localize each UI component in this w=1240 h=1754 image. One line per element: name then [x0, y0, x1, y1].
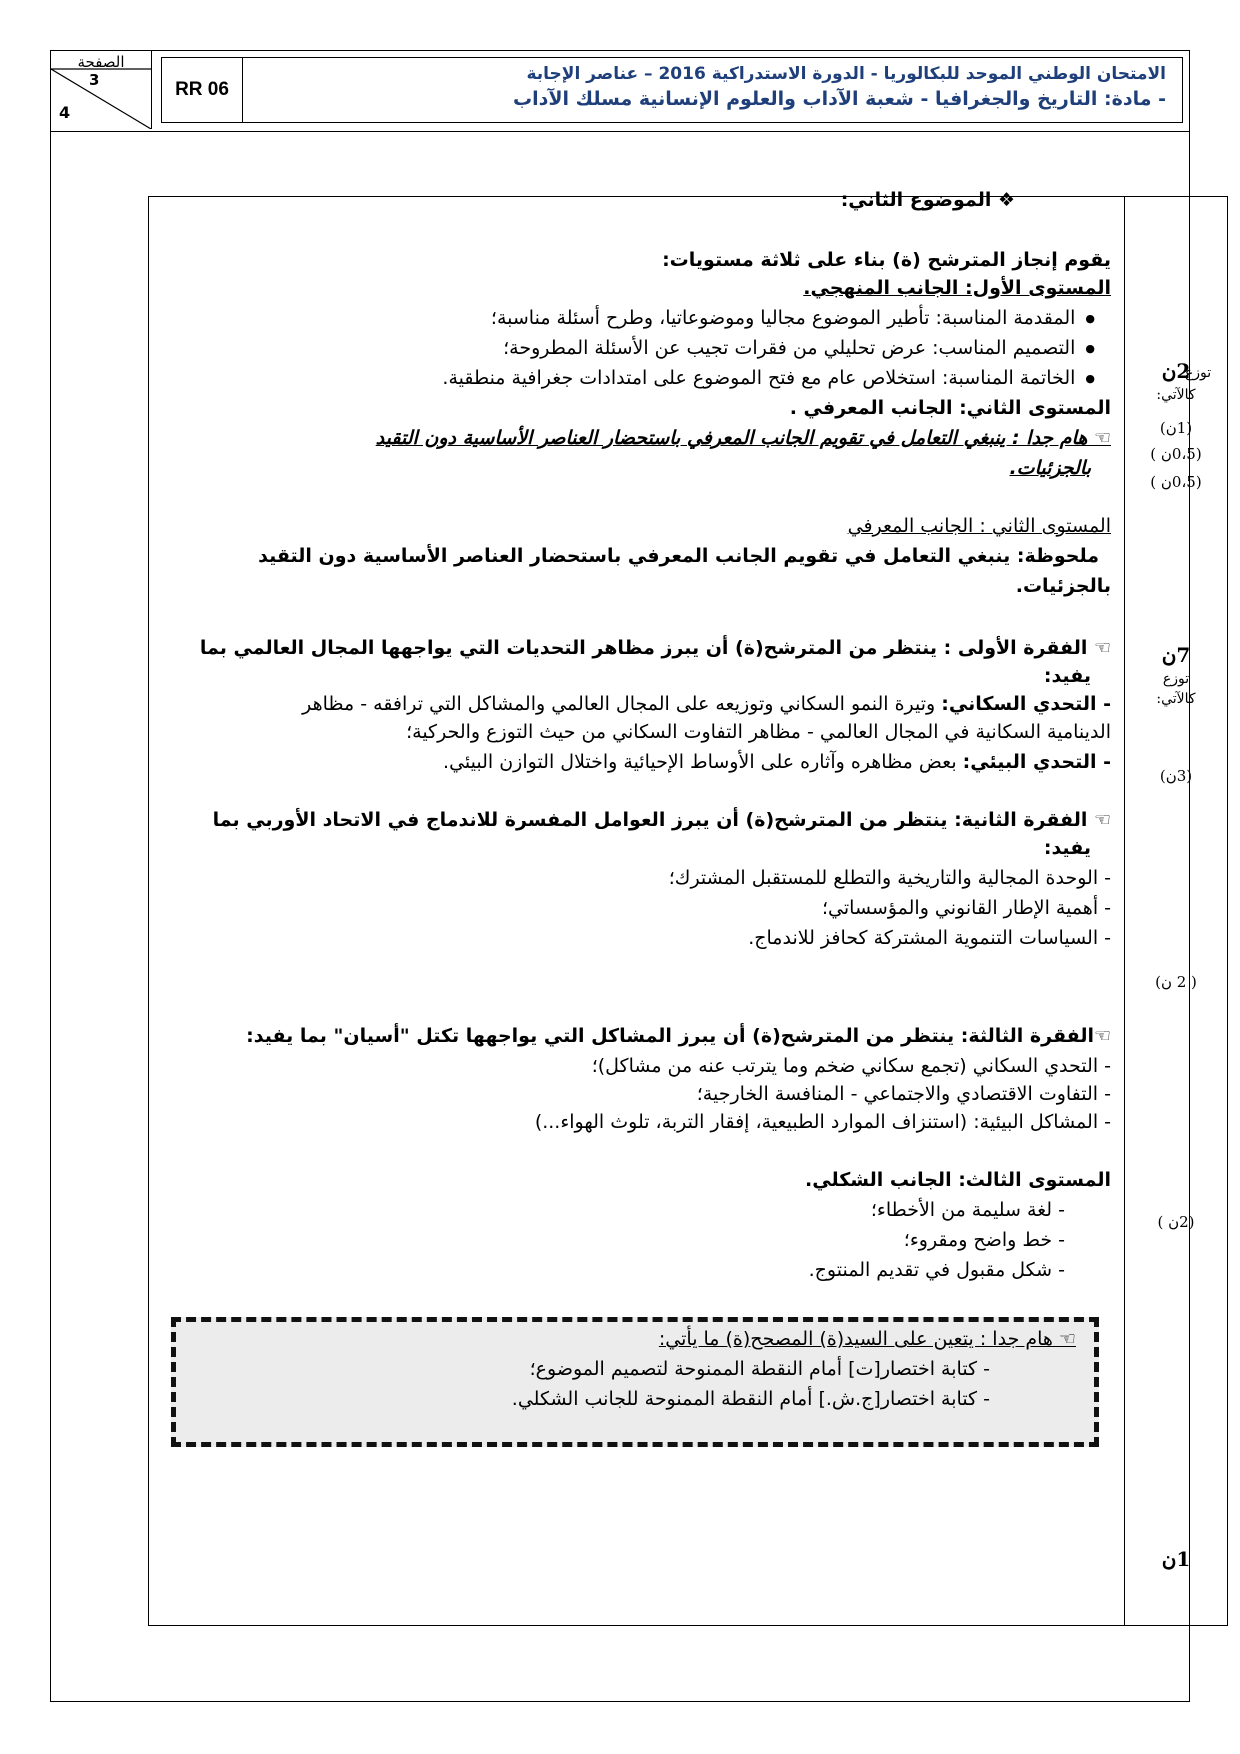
- mark-final: 1ن: [1161, 1547, 1191, 1571]
- demographic-text: وتيرة النمو السكاني وتوزيعه على المجال العالمي والمشاكل التي ترافقه - مظاهر: [302, 693, 942, 715]
- page-number: 3: [89, 71, 100, 89]
- total-pages: 4: [59, 103, 71, 122]
- level3-title: المستوى الثالث: الجانب الشكلي.: [805, 1169, 1111, 1191]
- topic-heading: ❖ الموضوع الثاني:: [840, 189, 1015, 211]
- remark-line-2: بالجزئيات.: [1015, 575, 1111, 597]
- page-number-box: [51, 51, 152, 129]
- environment-text: بعض مظاهره وآثاره على الأوساط الإحيائية واختلال التوازن البيئي.: [443, 751, 963, 773]
- level3-item: - لغة سليمة من الأخطاء؛: [870, 1199, 1065, 1221]
- mark-method-dist: توزع: [1184, 365, 1212, 381]
- mark-intro: (1ن): [1159, 419, 1193, 437]
- answer-table: [148, 189, 1228, 1626]
- paragraph2-line-1: ☜ الفقرة الثانية: ينتظر من المترشح(ة) أن يبرز العوامل المفسرة للاندماج في الاتحاد الأوربي بما: [212, 809, 1111, 831]
- mark-form: (2ن ): [1157, 1213, 1195, 1231]
- paragraph3-item: - التفاوت الاقتصادي والاجتماعي - المنافسة الخارجية؛: [696, 1083, 1111, 1105]
- environment-label: - التحدي البيئي:: [962, 751, 1111, 773]
- box-item-plan: - كتابة اختصار[ت] أمام النقطة الممنوحة لتصميم الموضوع؛: [529, 1358, 990, 1380]
- exam-code: RR 06: [161, 57, 243, 123]
- important-note-line-1: ☜ هام جدا : ينبغي التعامل في تقويم الجانب المعرفي باستحضار العناصر الأساسية دون التقيد: [375, 427, 1111, 449]
- title-box: [243, 57, 1183, 123]
- mark-knowledge-dist: توزع: [1162, 671, 1190, 687]
- level3-item: - شكل مقبول في تقديم المنتوج.: [808, 1259, 1065, 1281]
- level3-item: - خط واضح ومقروء؛: [903, 1229, 1065, 1251]
- mark-paragraph-2: ( 2 ن): [1155, 973, 1197, 991]
- title-line-1: الامتحان الوطني الموحد للبكالوريا - الدورة الاستدراكية 2016 – عناصر الإجابة: [526, 64, 1166, 84]
- level1-item: ● التصميم المناسب: عرض تحليلي من فقرات تجيب عن الأسئلة المطروحة؛: [503, 337, 1095, 359]
- paragraph1-demographic: [302, 693, 1111, 715]
- level1-item: ● المقدمة المناسبة: تأطير الموضوع مجاليا وموضوعاتيا، وطرح أسئلة مناسبة؛: [491, 307, 1095, 329]
- box-item-form: - كتابة اختصار[ج.ش.] أمام النقطة الممنوحة للجانب الشكلي.: [511, 1388, 990, 1410]
- paragraph2-item: - السياسات التنموية المشتركة كحافز للاندماج.: [748, 927, 1111, 949]
- mark-knowledge-total: 7ن: [1161, 643, 1191, 667]
- mark-method-as: كالآتي:: [1156, 387, 1196, 403]
- paragraph2-line-2: يفيد:: [1043, 837, 1091, 859]
- paragraph1-line-2: يفيد:: [1043, 665, 1091, 687]
- level1-item: ● الخاتمة المناسبة: استخلاص عام مع فتح الموضوع على امتدادات جغرافية منطقية.: [442, 367, 1095, 389]
- paragraph1-line-1: ☜ الفقرة الأولى : ينتظر من المترشح(ة) أن يبرز مظاهر التحديات التي يواجهها المجال العالمي بما: [199, 637, 1111, 659]
- level2-title-a: المستوى الثاني: الجانب المعرفي .: [789, 397, 1111, 419]
- corrector-instructions-box: [171, 1317, 1099, 1447]
- mark-paragraph-1: (3ن): [1159, 767, 1193, 785]
- paragraph3-line-1: ☜الفقرة الثالثة: ينتظر من المترشح(ة) أن يبرز المشاكل التي يواجهها تكتل "أسيان" بما يفيد:: [246, 1025, 1111, 1047]
- mark-method-total: 2ن: [1161, 359, 1191, 383]
- level1-title: المستوى الأول: الجانب المنهجي.: [803, 277, 1111, 299]
- paragraph3-item: - التحدي السكاني (تجمع سكاني ضخم وما يترتب عنه من مشاكل)؛: [591, 1055, 1111, 1077]
- intro-text: يقوم إنجاز المترشح (ة) بناء على ثلاثة مستويات:: [662, 249, 1111, 271]
- paragraph2-item: - أهمية الإطار القانوني والمؤسساتي؛: [822, 897, 1111, 919]
- page-label: الصفحة: [77, 53, 125, 71]
- paragraph3-item: - المشاكل البيئية: (استنزاف الموارد الطبيعية، إفقار التربة، تلوث الهواء...): [534, 1111, 1111, 1133]
- paragraph1-demographic-cont: الدينامية السكانية في المجال العالمي - مظاهر التفاوت السكاني من حيث التوزع والحركية؛: [406, 721, 1111, 743]
- important-note-line-2: بالجزئيات.: [1009, 457, 1091, 479]
- paragraph2-item: - الوحدة المجالية والتاريخية والتطلع للمستقبل المشترك؛: [668, 867, 1111, 889]
- box-heading: ☜ هام جدا : يتعين على السيد(ة) المصحح(ة) ما يأتي:: [658, 1328, 1076, 1350]
- demographic-label: - التحدي السكاني:: [941, 693, 1111, 715]
- mark-plan: (0،5ن ): [1150, 445, 1202, 463]
- page-frame: [50, 50, 1212, 1702]
- remark-line-1: ملحوظة: ينبغي التعامل في تقويم الجانب المعرفي باستحضار العناصر الأساسية دون التقيد: [258, 545, 1099, 567]
- title-line-2: - مادة: التاريخ والجغرافيا - شعبة الآداب والعلوم الإنسانية مسلك الآداب: [513, 88, 1166, 110]
- mark-conclusion: (0،5ن ): [1150, 473, 1202, 491]
- header: [51, 51, 1189, 132]
- level2-title-b: المستوى الثاني : الجانب المعرفي: [847, 515, 1111, 537]
- paragraph1-environment: [443, 751, 1111, 773]
- mark-knowledge-as: كالآتي:: [1156, 691, 1196, 707]
- marks-column: [1124, 197, 1227, 1625]
